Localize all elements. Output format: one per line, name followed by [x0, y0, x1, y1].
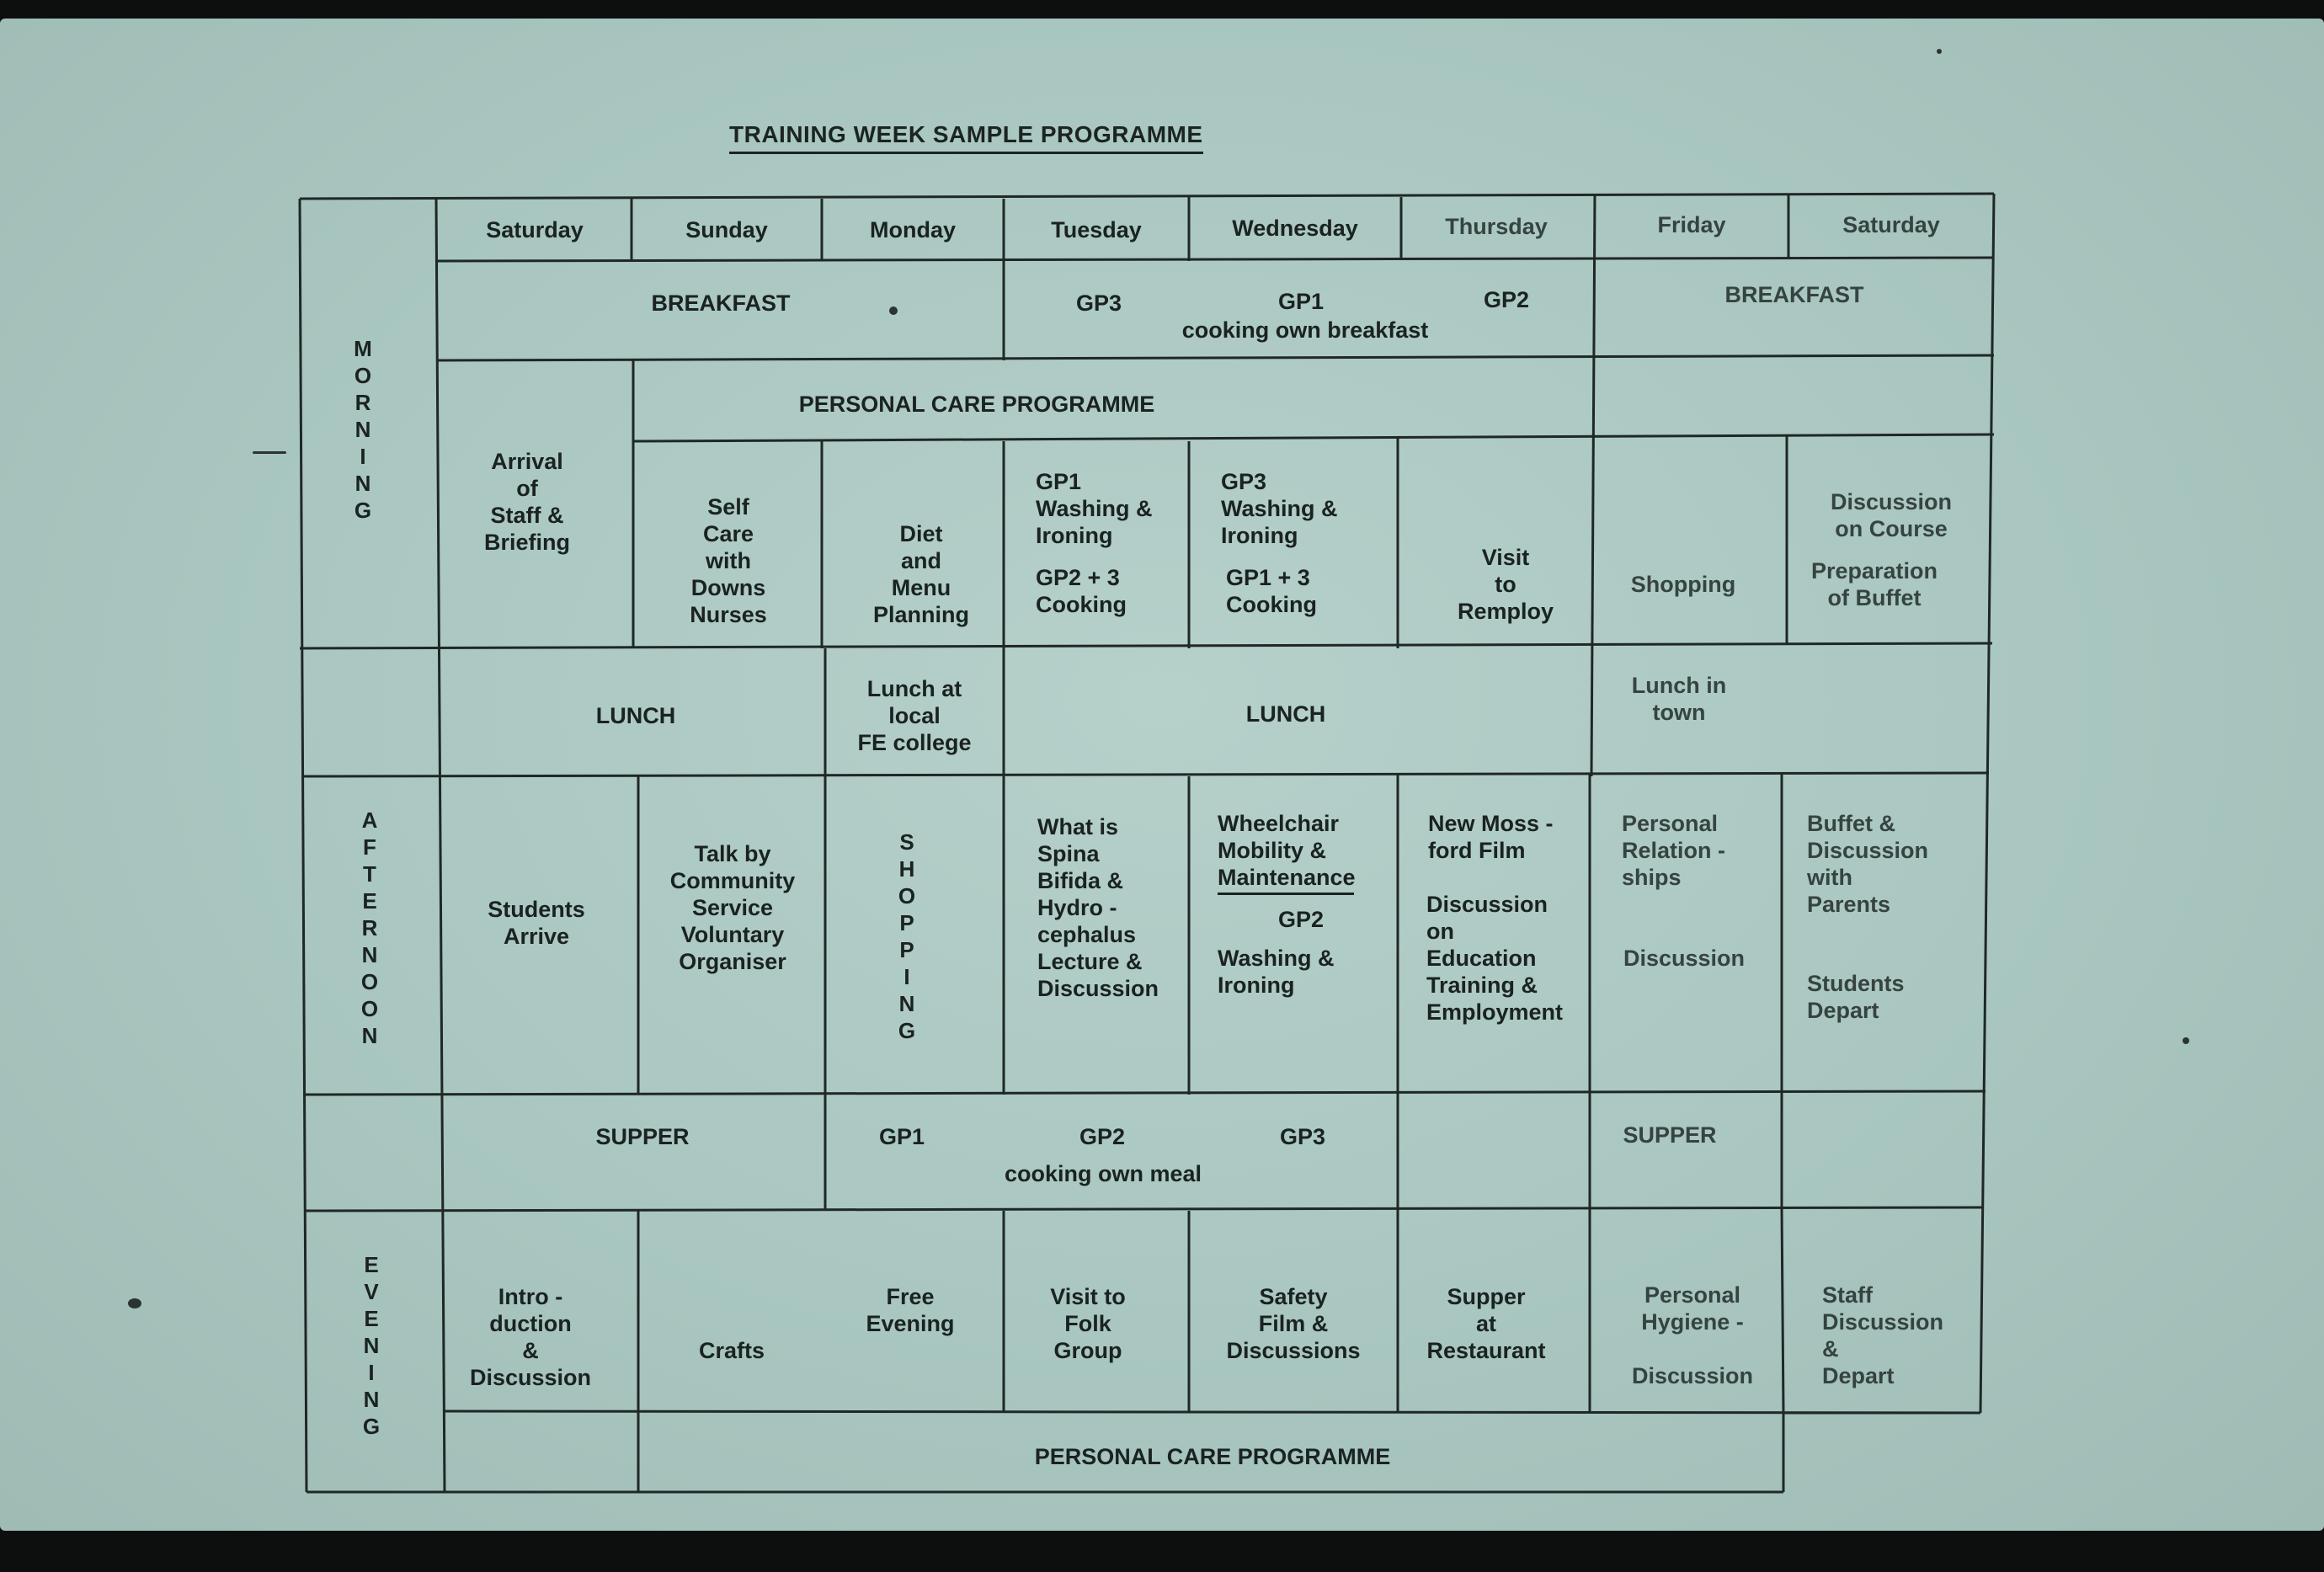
afternoon-friday-b: Discussion	[1623, 946, 1746, 971]
afternoon-wednesday-c: Washing & Ironing	[1218, 946, 1335, 998]
morning-saturday-2-b: Preparation of Buffet	[1810, 558, 1938, 610]
personal-care-evening: PERSONAL CARE PROGRAMME	[1034, 1444, 1391, 1469]
supper-gp2: GP2	[1079, 1124, 1126, 1149]
dust-speck	[889, 306, 898, 315]
afternoon-wednesday-a: Wheelchair Mobility & Maintenance	[1218, 810, 1354, 895]
afternoon-wednesday-b: GP2	[1277, 907, 1325, 932]
supper-left: SUPPER	[595, 1124, 690, 1149]
afternoon-saturday: Students Arrive	[488, 897, 585, 949]
evening-thursday: Supper at Restaurant	[1426, 1284, 1546, 1363]
morning-tuesday-a: GP1 Washing & Ironing	[1036, 469, 1153, 548]
evening-tuesday: Visit to Folk Group	[1050, 1284, 1126, 1363]
dust-speck	[253, 451, 286, 454]
morning-tuesday-b: GP2 + 3 Cooking	[1036, 565, 1127, 617]
afternoon-tuesday: What is Spina Bifida & Hydro - cephalus Lecture & Discussion	[1037, 814, 1159, 1001]
period-label-evening: E V E N I N G	[362, 1252, 381, 1439]
morning-thursday: Visit to Remploy	[1457, 545, 1554, 624]
period-label-morning: M O R N I N G	[354, 336, 372, 523]
breakfast-right: BREAKFAST	[1724, 282, 1864, 307]
supper-gp3: GP3	[1279, 1124, 1326, 1149]
afternoon-saturday-2-b: Students Depart	[1807, 971, 1905, 1023]
afternoon-saturday-2-a: Buffet & Discussion with Parents	[1807, 811, 1929, 917]
supper-gp1: GP1	[878, 1124, 925, 1149]
evening-friday: Personal Hygiene - Discussion	[1631, 1282, 1754, 1388]
dust-speck	[128, 1298, 141, 1308]
lunch-left: LUNCH	[595, 703, 676, 728]
morning-monday: Diet and Menu Planning	[873, 521, 969, 627]
dust-speck	[2183, 1037, 2189, 1044]
afternoon-thursday-a: New Moss - ford Film	[1428, 811, 1554, 863]
afternoon-sunday: Talk by Community Service Voluntary Organiser	[669, 841, 796, 974]
day-header-saturday: Saturday	[486, 217, 584, 242]
evening-saturday: Intro - duction & Discussion	[469, 1284, 592, 1390]
day-header-wednesday: Wednesday	[1232, 216, 1358, 241]
evening-saturday-2: Staff Discussion & Depart	[1822, 1282, 1944, 1388]
breakfast-left: BREAKFAST	[651, 290, 791, 316]
period-label-afternoon: A F T E R N O O N	[360, 807, 379, 1048]
evening-wednesday: Safety Film & Discussions	[1226, 1284, 1361, 1363]
day-header-monday: Monday	[869, 217, 956, 242]
day-header-friday: Friday	[1657, 212, 1726, 237]
breakfast-note: cooking own breakfast	[1181, 317, 1429, 343]
afternoon-monday-shopping: S H O P P I N G	[898, 829, 916, 1043]
breakfast-gp1: GP1	[1277, 289, 1325, 314]
afternoon-friday-a: Personal Relation - ships	[1622, 811, 1726, 890]
morning-friday: Shopping	[1630, 572, 1736, 597]
morning-saturday-2-a: Discussion on Course	[1830, 489, 1953, 541]
dust-speck	[1937, 49, 1942, 54]
supper-friday: SUPPER	[1623, 1122, 1717, 1148]
day-header-tuesday: Tuesday	[1051, 217, 1142, 242]
morning-wednesday-a: GP3 Washing & Ironing	[1221, 469, 1338, 548]
lunch-friday: Lunch in town	[1631, 673, 1727, 725]
morning-sunday: Self Care with Downs Nurses	[690, 494, 767, 627]
day-header-saturday-2: Saturday	[1842, 212, 1940, 237]
slide-background	[0, 19, 2324, 1531]
supper-note: cooking own meal	[1004, 1161, 1202, 1186]
afternoon-thursday-b: Discussion on Education Training & Employment	[1426, 892, 1564, 1025]
evening-monday: Free Evening	[866, 1284, 955, 1336]
morning-wednesday-b: GP1 + 3 Cooking	[1226, 565, 1317, 617]
personal-care-morning: PERSONAL CARE PROGRAMME	[798, 392, 1155, 417]
breakfast-gp2: GP2	[1483, 287, 1530, 312]
lunch-mid: LUNCH	[1245, 701, 1326, 727]
day-header-thursday: Thursday	[1445, 214, 1548, 239]
day-header-sunday: Sunday	[685, 217, 768, 242]
morning-saturday: Arrival of Staff & Briefing	[483, 449, 570, 555]
page-title: TRAINING WEEK SAMPLE PROGRAMME	[729, 121, 1203, 154]
breakfast-gp3: GP3	[1075, 290, 1122, 316]
lunch-monday: Lunch at local FE college	[857, 676, 972, 755]
evening-sunday: Crafts	[698, 1338, 765, 1363]
